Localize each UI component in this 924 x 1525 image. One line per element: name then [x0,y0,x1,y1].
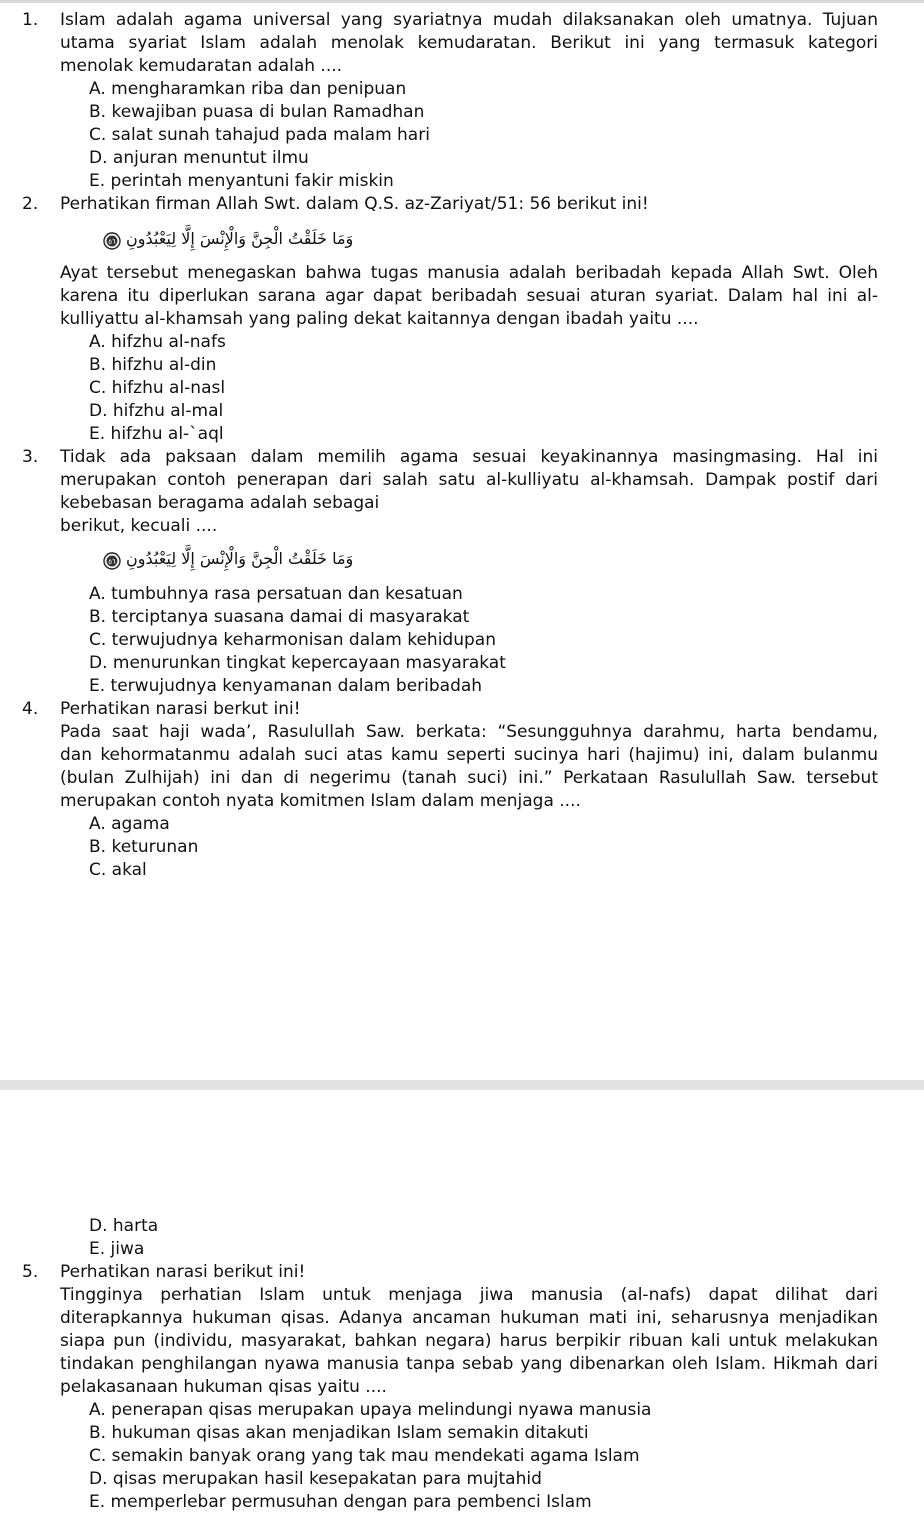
q1-text-line: menolak kemudaratan adalah .... [60,56,343,76]
q5-option-c: C. semakin banyak orang yang tak mau mendekati agama Islam [89,1446,640,1466]
q5-text-line: tindakan penghilangan nyawa manusia tanpa sebab yang dibenarkan oleh Islam. Hikmah dari [60,1354,878,1374]
q5-text-line: diterapkannya hukuman qisas. Adanya ancaman hukuman mati ini, seharusnya menjadikan [60,1308,878,1328]
q3-option-d: D. menurunkan tingkat kepercayaan masyarakat [89,653,506,673]
q1-text-line: Islam adalah agama universal yang syariatnya mudah dilaksanakan oleh umatnya. Tujuan [60,10,878,30]
q1-option-d: D. anjuran menuntut ilmu [89,148,309,168]
verse-number: ٥٦ [108,238,116,246]
q5-number: 5. [22,1262,39,1282]
q4-option-a: A. agama [89,814,170,834]
q2-option-b: B. hifzhu al-din [89,355,217,375]
page-2 [0,1090,924,1525]
q2-option-e: E. hifzhu al-`aql [89,424,224,444]
q4-option-c: C. akal [89,860,147,880]
q3-text-line: berikut, kecuali .... [60,516,218,536]
q5-option-d: D. qisas merupakan hasil kesepakatan para mujtahid [89,1469,542,1489]
q5-text-line: siapa pun (individu, masyarakat, bahkan negara) harus berpikir ribuan kali untuk melakukan [60,1331,878,1351]
q2-text-line: kulliyattu al-khamsah yang paling dekat kaitannya dengan ibadah yaitu .... [60,309,699,329]
q3-option-b: B. terciptanya suasana damai di masyarakat [89,607,470,627]
q1-option-c: C. salat sunah tahajud pada malam hari [89,125,430,145]
q4-option-e: E. jiwa [89,1239,145,1259]
q5-text-line: pelakasanaan hukuman qisas yaitu .... [60,1377,387,1397]
q1-text-line: utama syariat Islam adalah menolak kemudaratan. Berikut ini yang termasuk kategori [60,33,878,53]
q4-number: 4. [22,699,39,719]
q3-option-e: E. terwujudnya kenyamanan dalam beribadah [89,676,483,696]
q5-intro: Perhatikan narasi berikut ini! [60,1262,306,1282]
q1-number: 1. [22,10,39,30]
q5-text-line: Tingginya perhatian Islam untuk menjaga jiwa manusia (al-nafs) dapat dilihat dari [60,1285,878,1305]
q1-option-b: B. kewajiban puasa di bulan Ramadhan [89,102,425,122]
q2-verse-text: وَمَا خَلَقْتُ الْجِنَّ وَالْإِنْسَ إِلَّا لِيَعْبُدُونِ [126,229,354,248]
q4-text-line: merupakan contoh nyata komitmen Islam dalam menjaga .... [60,791,581,811]
verse-number: ٥٦ [108,558,116,566]
q2-option-a: A. hifzhu al-nafs [89,332,226,352]
q4-intro: Perhatikan narasi berkut ini! [60,699,301,719]
q2-option-c: C. hifzhu al-nasl [89,378,226,398]
q5-option-a: A. penerapan qisas merupakan upaya melindungi nyawa manusia [89,1400,652,1420]
q3-option-c: C. terwujudnya keharmonisan dalam kehidupan [89,630,496,650]
q4-text-line: dan kehormatanmu adalah suci atas kamu seperti sucinya hari (hajimu) ini, dalam bulanmu [60,745,878,765]
q2-intro: Perhatikan firman Allah Swt. dalam Q.S. az-Zariyat/51: 56 berikut ini! [60,194,649,214]
q3-text-line: merupakan contoh penerapan dari salah satu al-kulliyatu al-khamsah. Dampak postif dari [60,470,878,490]
q2-number: 2. [22,194,39,214]
q3-verse-text: وَمَا خَلَقْتُ الْجِنَّ وَالْإِنْسَ إِلَّا لِيَعْبُدُونِ [126,549,354,568]
q4-option-d: D. harta [89,1216,159,1236]
q4-text-line: (bulan Zulhijah) ini dan di negerimu (tanah suci) ini.” Perkataan Rasulullah Saw. tersebut [60,768,878,788]
q2-option-d: D. hifzhu al-mal [89,401,224,421]
q3-option-a: A. tumbuhnya rasa persatuan dan kesatuan [89,584,463,604]
q2-text-line: karena itu diperlukan sarana agar dapat beribadah sesuai aturan syariat. Dalam hal ini al- [60,286,878,306]
q3-text-line: kebebasan beragama adalah sebagai [60,493,380,513]
q3-number: 3. [22,447,39,467]
q4-text-line: Pada saat haji wada’, Rasulullah Saw. berkata: “Sesungguhnya darahmu, harta bendamu, [60,722,878,742]
q2-text-line: Ayat tersebut menegaskan bahwa tugas manusia adalah beribadah kepada Allah Swt. Oleh [60,263,878,283]
q5-option-b: B. hukuman qisas akan menjadikan Islam semakin ditakuti [89,1423,589,1443]
q1-option-a: A. mengharamkan riba dan penipuan [89,79,407,99]
q5-option-e: E. memperlebar permusuhan dengan para pembenci Islam [89,1492,592,1512]
q1-option-e: E. perintah menyantuni fakir miskin [89,171,394,191]
q3-text-line: Tidak ada paksaan dalam memilih agama sesuai keyakinannya masingmasing. Hal ini [60,447,878,467]
page-separator [0,1080,924,1090]
q4-option-b: B. keturunan [89,837,199,857]
